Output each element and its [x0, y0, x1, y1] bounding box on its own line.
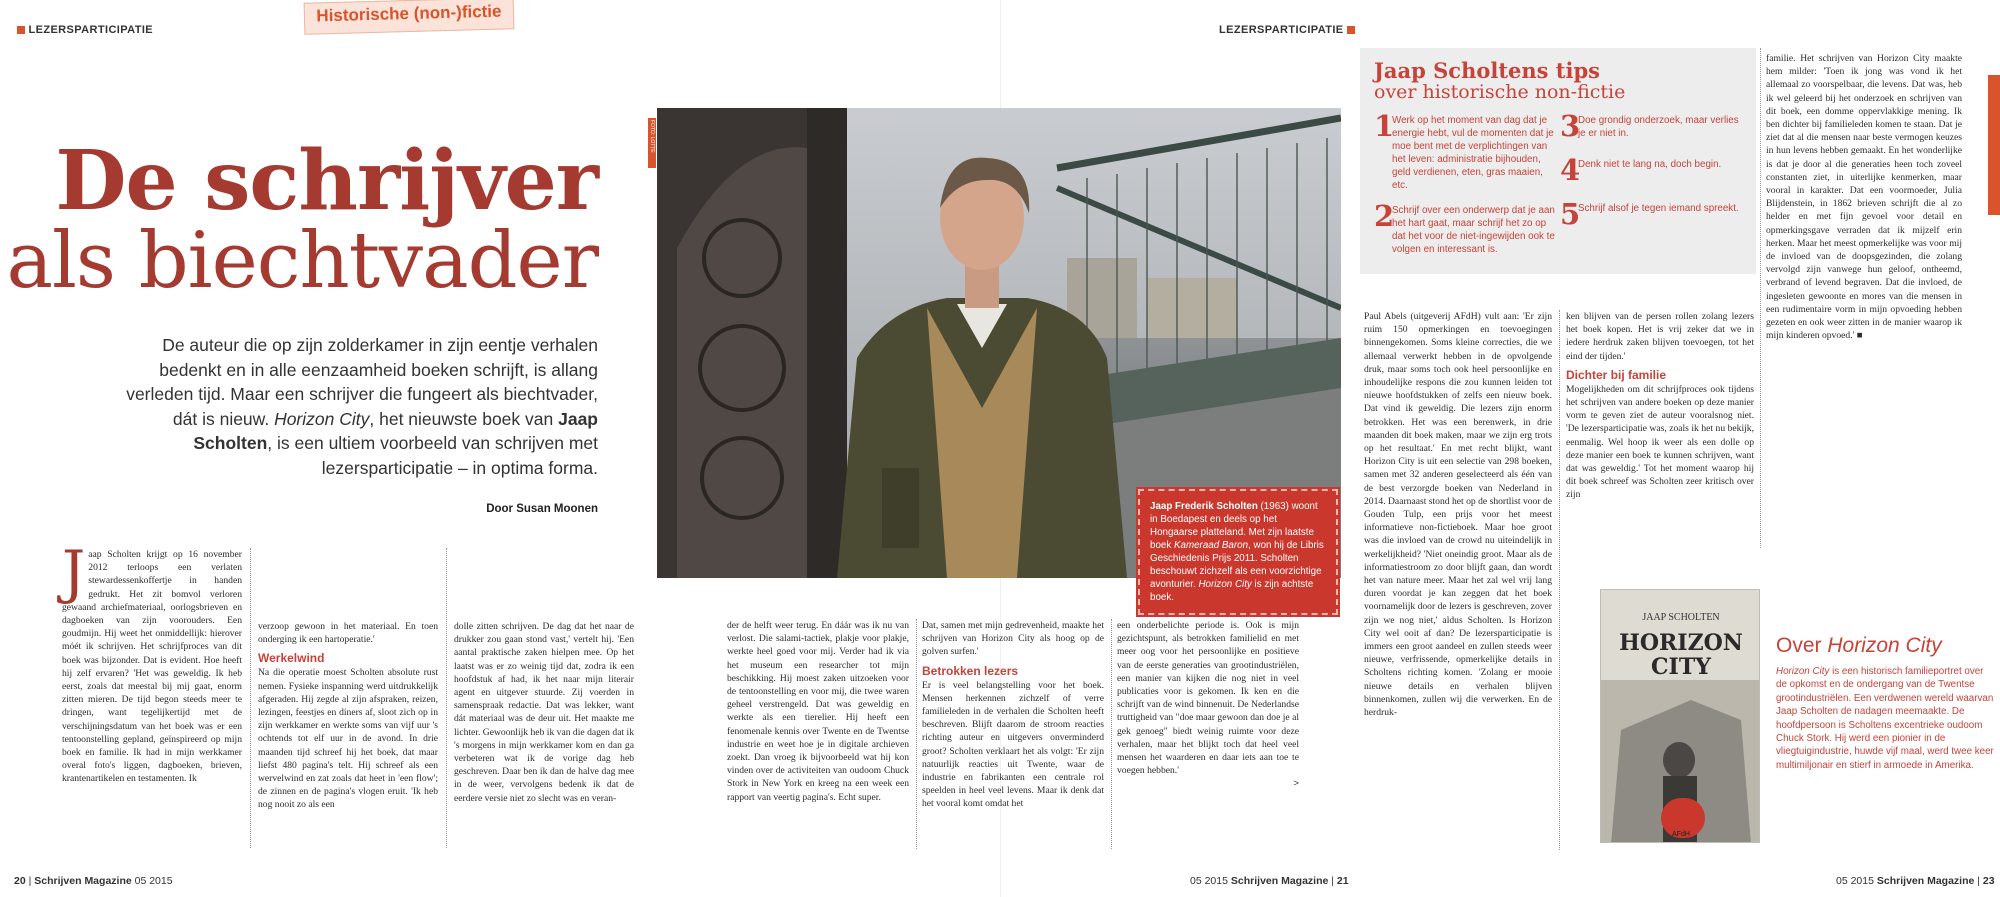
- photo-credit-tab: FOTO: LOTTE: [648, 118, 656, 168]
- subheading-wervelwind: Werkelwind: [258, 651, 325, 666]
- column-rule: [446, 548, 447, 848]
- genre-tag: Historische (non-)fictie: [304, 0, 515, 35]
- continue-arrow-icon: >: [1293, 778, 1299, 790]
- column-rule: [1760, 48, 1761, 548]
- svg-text:CITY: CITY: [1651, 654, 1711, 680]
- byline: Door Susan Moonen: [486, 503, 598, 515]
- headline-line-2: als biechtvader: [6, 216, 598, 306]
- svg-text:JAAP SCHOLTEN: JAAP SCHOLTEN: [1642, 612, 1720, 623]
- body-column-4: der de helft weer terug. En dáár was ik nu van verlost. Die salami-tactiek, plakje voor plakje, werkte heel goed voor mij. Verder had ik via het museum een researcher tot mijn beschikking. Hij moest zaken uitzoeken voor de tentoonstelling en voor mij, die twee waren geheel verstrengeld. Dat was geweldig en werkte als een tierelier. Hij heeft een fenomenale kennis over Twente en de Twentse industrie en weet hoe je in digitale archieven zoekt. Dan vroeg ik bijvoorbeeld wat hij kon vinden over de activiteiten van oudoom Chuck Stork in New York en kreeg na een week een rapport van veertig pagina's. Echt super.: [727, 620, 909, 803]
- footer-left: 20 | Schrijven Magazine 05 2015: [14, 875, 173, 887]
- tips-box: [1360, 48, 1756, 274]
- book-cover-illustration: [1601, 590, 1760, 843]
- body-column-6: een onderbelichte periode is. Ook is mijn gezichtspunt, als betrokken familielid en met meer oog voor het persoonlijke en positieve van de eerste generaties van grootindustriëlen, een manier van kijken die nog niet in veel publicaties voor is gekomen. Ik ken en die schrijft van de wind binnenuit. De Nederlandse truttigheid van "doe maar gewoon dan doe je al gek genoeg" biedt weinig ruimte voor deze verhalen, maar het blijkt toch dat heel veel mensen het waarderen en daar iets aan toe te voegen hebben.' >: [1117, 620, 1299, 790]
- footer-right: 05 2015 Schrijven Magazine | 23: [1836, 875, 1995, 887]
- svg-text:HORIZON: HORIZON: [1619, 630, 1743, 656]
- section-label-right: LEZERSPARTICIPATIE: [1219, 24, 1355, 36]
- body-column-9: familie. Het schrijven van Horizon City maakte hem milder: 'Toen ik jong was vond ik het allemaal zo voorspelbaar, die levens. Dat was, heb ik wel geleerd bij het onderzoek en schrijven van dit boek, een domme oppervlakkige mening. Ik ben dichter bij familieleden komen te staan. Dat je ziet dat al die mensen naar beste vermogen keuzes in hun levens hebben gemaakt. En het wonderlijke is dat je door al die generaties heen toch zoveel constanten ziet, in uiterlijke kenmerken, maar vooral in karakter. Dat een voormoeder, Julia Blijdenstein, in 1862 brieven schrijft die al zo helder en met fijn gevoel voor detail en opmerkingsgave verraden dat ik mijzelf erin herken. Maar het meest opmerkelijke was voor mij de invloed van de doopsgezinden, die zolang vervolgd zijn vanwege hun geloof, ontheemd, verbrand of levend begraven. Dat die invloed, de ingesleten gewoonte en mores van die mensen in een rudimentaire vorm in mijn opvoeding hebben gezeten en ook weer zitten in de manier waarop ik mijn kinderen opvoed.' ■: [1766, 53, 1962, 342]
- body-column-2: verzoop gewoon in het materiaal. En toen onderging ik een hartoperatie.' Werkelwind Na die operatie moest Scholten absolute rust nemen. Fysieke inspanning werd uitdrukkelijk afgeraden. Hij zegde al zijn afspraken, reizen, lezingen, feestjes en diners af, sloot zich op in zijn werkkamer en werkte soms van vijf uur 's ochtends tot elf uur in de avond. In drie maanden tijd schreef hij het boek, dat maar liefst 480 pagina's telt. Hij schreef als een wervelwind en zat zoals dat heet in 'een flow'; de zinnen en de pagina's vlogen eruit. 'Ik heb nog nooit zo als een: [258, 621, 438, 811]
- about-book-title: Over Horizon City: [1776, 634, 1942, 657]
- subheading-dichter-bij-familie: Dichter bij familie: [1566, 367, 1667, 382]
- tip-item-2: 2 Schrijf over een onderwerp dat je aan het hart gaat, maar schrijf het zo op dat het voor de niet-ingewijden ook te volgen en interessant is.: [1374, 199, 1555, 255]
- tip-item-5: 5 Schrijf alsof je tegen iemand spreekt.: [1560, 197, 1739, 231]
- body-column-7: Paul Abels (uitgeverij AFdH) vult aan: 'Er zijn ruim 150 opmerkingen en toevoegingen binnengekomen. Soms kleine correcties, die we allemaal verwerkt hebben in de opvolgende druk, maar soms toch ook heel persoonlijke en inhoudelijke respons die zou kunnen leiden tot nieuwe hoofdstukken of zelfs een nieuw boek. Dat vind ik geweldig. Die lezers zijn enorm betrokken. Het was een berenwerk, in drie maanden dit boek maken, maar we zijn erg trots op het resultaat.' En met recht blijkt, want Horizon City is uit een selectie van 298 boeken, samen met 32 anderen geselecteerd als één van de best verzorgde boeken van Nederland in 2014. Daarnaast stond het op de shortlist voor de Gouden Tulp, een prijs voor het meest informatieve non-fictieboek. Maar hoe groot was die invloed van de crowd nu uiteindelijk in werkelijkheid? 'Niet oneindig groot. Maar als de informatiestroom zo door blijft gaan, dan wordt het van nature meer. Maar het zal wel vrij lang duren voordat je kan zeggen dat het boek voornamelijk door de lezers is geschreven, zover zijn we nog niet,' aldus Scholten. Is Horizon City wel ooit af dan? De lezersparticipatie is immers een groot aandeel en zullen steeds weer nieuwe, verfrissende, opmerkelijke details in Scholtens richting komen. 'Zolang er mooie nieuwe details en verhalen blijven binnenkomen, zullen wij die verwerken. En de herdruk-: [1364, 311, 1552, 719]
- section-square-icon: [1347, 26, 1355, 34]
- page-edge-tab: [1988, 75, 2000, 215]
- tips-title: Jaap Scholtens tips: [1374, 58, 1600, 83]
- photo-caption: Jaap Frederik Scholten (1963) woont in Boedapest en deels op het Hongaarse platteland. Met zijn laatste boek Kameraad Baron, won hij de Libris Geschiedenis Prijs 2011. Scholten beschouwt zichzelf als een voorzichtige avonturier. Horizon City is zijn achtste boek.: [1138, 489, 1338, 615]
- drop-cap: J: [62, 538, 86, 606]
- headline-line-1: De schrijver: [55, 133, 598, 229]
- tip-item-3: 3 Doe grondig onderzoek, maar verlies je er niet in.: [1560, 109, 1739, 143]
- tip-item-1: 1 Werk op het moment van dag dat je energie hebt, vul de momenten dat je moe bent met de verplichtingen van het leven: administratie bijhouden, geld verdienen, eten, gras maaien, etc.: [1374, 109, 1554, 191]
- about-book-box: [1776, 633, 1994, 772]
- subheading-betrokken-lezers: Betrokken lezers: [922, 663, 1019, 678]
- section-label-left: LEZERSPARTICIPATIE: [17, 24, 153, 36]
- column-rule: [250, 548, 251, 848]
- section-square-icon: [17, 26, 25, 34]
- about-book-body: Horizon City is een historisch familieportret over de opkomst en de ondergang van de Twentse grootindustriëlen. Een verdwenen wereld waarvan Jaap Scholten de nadagen meemaakte. De hoofdpersoon is Scholtens excentrieke oudoom Chuck Stork. Hij werd een pionier in de vliegtuigindustrie, huwde vijf maal, werd twee keer multimiljonair en stierf in armoede in Amerika.: [1776, 666, 1994, 771]
- svg-text:AFdH: AFdH: [1672, 831, 1690, 838]
- intro-paragraph: De auteur die op zijn zolderkamer in zijn eentje verhalen bedenkt en in alle eenzaamheid boeken schrijft, is allang verleden tijd. Maar een schrijver die fungeert als biechtvader, dát is nieuw. Horizon City, het nieuwste boek van Jaap Scholten, is een ultiem voorbeeld van schrijven met lezersparticipatie – in optima forma.: [126, 335, 598, 478]
- end-mark-icon: ■: [1856, 330, 1863, 342]
- tip-item-4: 4 Denk niet te lang na, doch begin.: [1560, 153, 1722, 187]
- footer-middle: 05 2015 Schrijven Magazine | 21: [1190, 875, 1349, 887]
- column-rule: [1559, 310, 1560, 850]
- book-cover-image: [1600, 589, 1760, 843]
- body-column-1: J aap Scholten krijgt op 16 november 2012 terloops een verlaten stewardessenkoffertje in handen gedrukt. Het zit bomvol verloren gewaand archiefmateriaal, oorlogsbrieven en dagboeken van zijn voorouders. Een goudmijn. Hij weet het onmiddellijk: hierover móét ik schrijven. Het schrijfproces van dit boek was bijzonder. Dat is evident. Hoe heeft hij zelf ervaren? 'Het was geweldig. Ik heb eerst, zoals dat meestal bij mij gaat, enorm zitten mieren. De tijd begon steeds meer te dringen, want tegelijkertijd met de verschijningsdatum van het boek was er een tentoonstelling gepland, geïnspireerd op mijn boek en familie. Ik had in mijn werkkamer overal foto's liggen, dagboeken, brieven, krantenartikelen en testamenten. Ik: [62, 538, 242, 785]
- column-rule: [916, 619, 917, 849]
- body-column-8: ken blijven van de persen rollen zolang lezers het boek kopen. Het is vrij zeker dat we in iedere herdruk zaken blijven toevoegen, tot het eind der tijden.' Dichter bij familie Mogelijkheden om dit schrijfproces ook tijdens het schrijven van andere boeken op deze manier vorm te geven ziet de auteur vooralsnog niet. 'De lezersparticipatie was, zoals ik het nu bekijk, eenmalig. Wel hoop ik weer als een dolle op deze manier een boek te kunnen schrijven, want dat was geweldig.' Tot het moment waarop hij dit boek schreef was Scholten zeer kritisch over zijn: [1566, 311, 1754, 501]
- tips-subtitle: over historische non-fictie: [1374, 81, 1626, 103]
- body-column-5: Dat, samen met mijn gedrevenheid, maakte het schrijven van Horizon City als hoog op de golven surfen.' Betrokken lezers Er is veel belangstelling voor het boek. Mensen herkennen zichzelf of verre familieleden in de verhalen die Scholten heeft beschreven. Blijft daarom de stroom reacties richting auteur en uitgevers onverminderd groot? Scholten verklaart het als volgt: 'Er zijn natuurlijk reacties uit Twente, waar de industrie en fabrikanten een centrale rol speelden in heel veel levens. Maar ik denk dat het vooral komt omdat het: [922, 620, 1104, 810]
- column-rule: [1111, 619, 1112, 849]
- body-column-3: dolle zitten schrijven. De dag dat het naar de drukker zou gaan stond vast,' vertelt hij. 'Een aantal praktische zaken hielpen mee. Op het laatst was er zo weinig tijd dat, zodra ik een hoofdstuk af had, ik het naar mijn literair agent en uitgever stuurde. Zij voerden in samenspraak redactie. Dat was lekker, want dát materiaal was de deur uit. Het maakte me lichter. Gewoonlijk heb ik van die dagen dat ik 's morgens in mijn werkkamer kom en dan ga verbeteren wat ik de vorige dag heb geschreven. Daar ben ik dan de halve dag mee in de weer, vervolgens bedenk ik dat de eerdere versie niet zo slecht was en veran-: [454, 621, 634, 804]
